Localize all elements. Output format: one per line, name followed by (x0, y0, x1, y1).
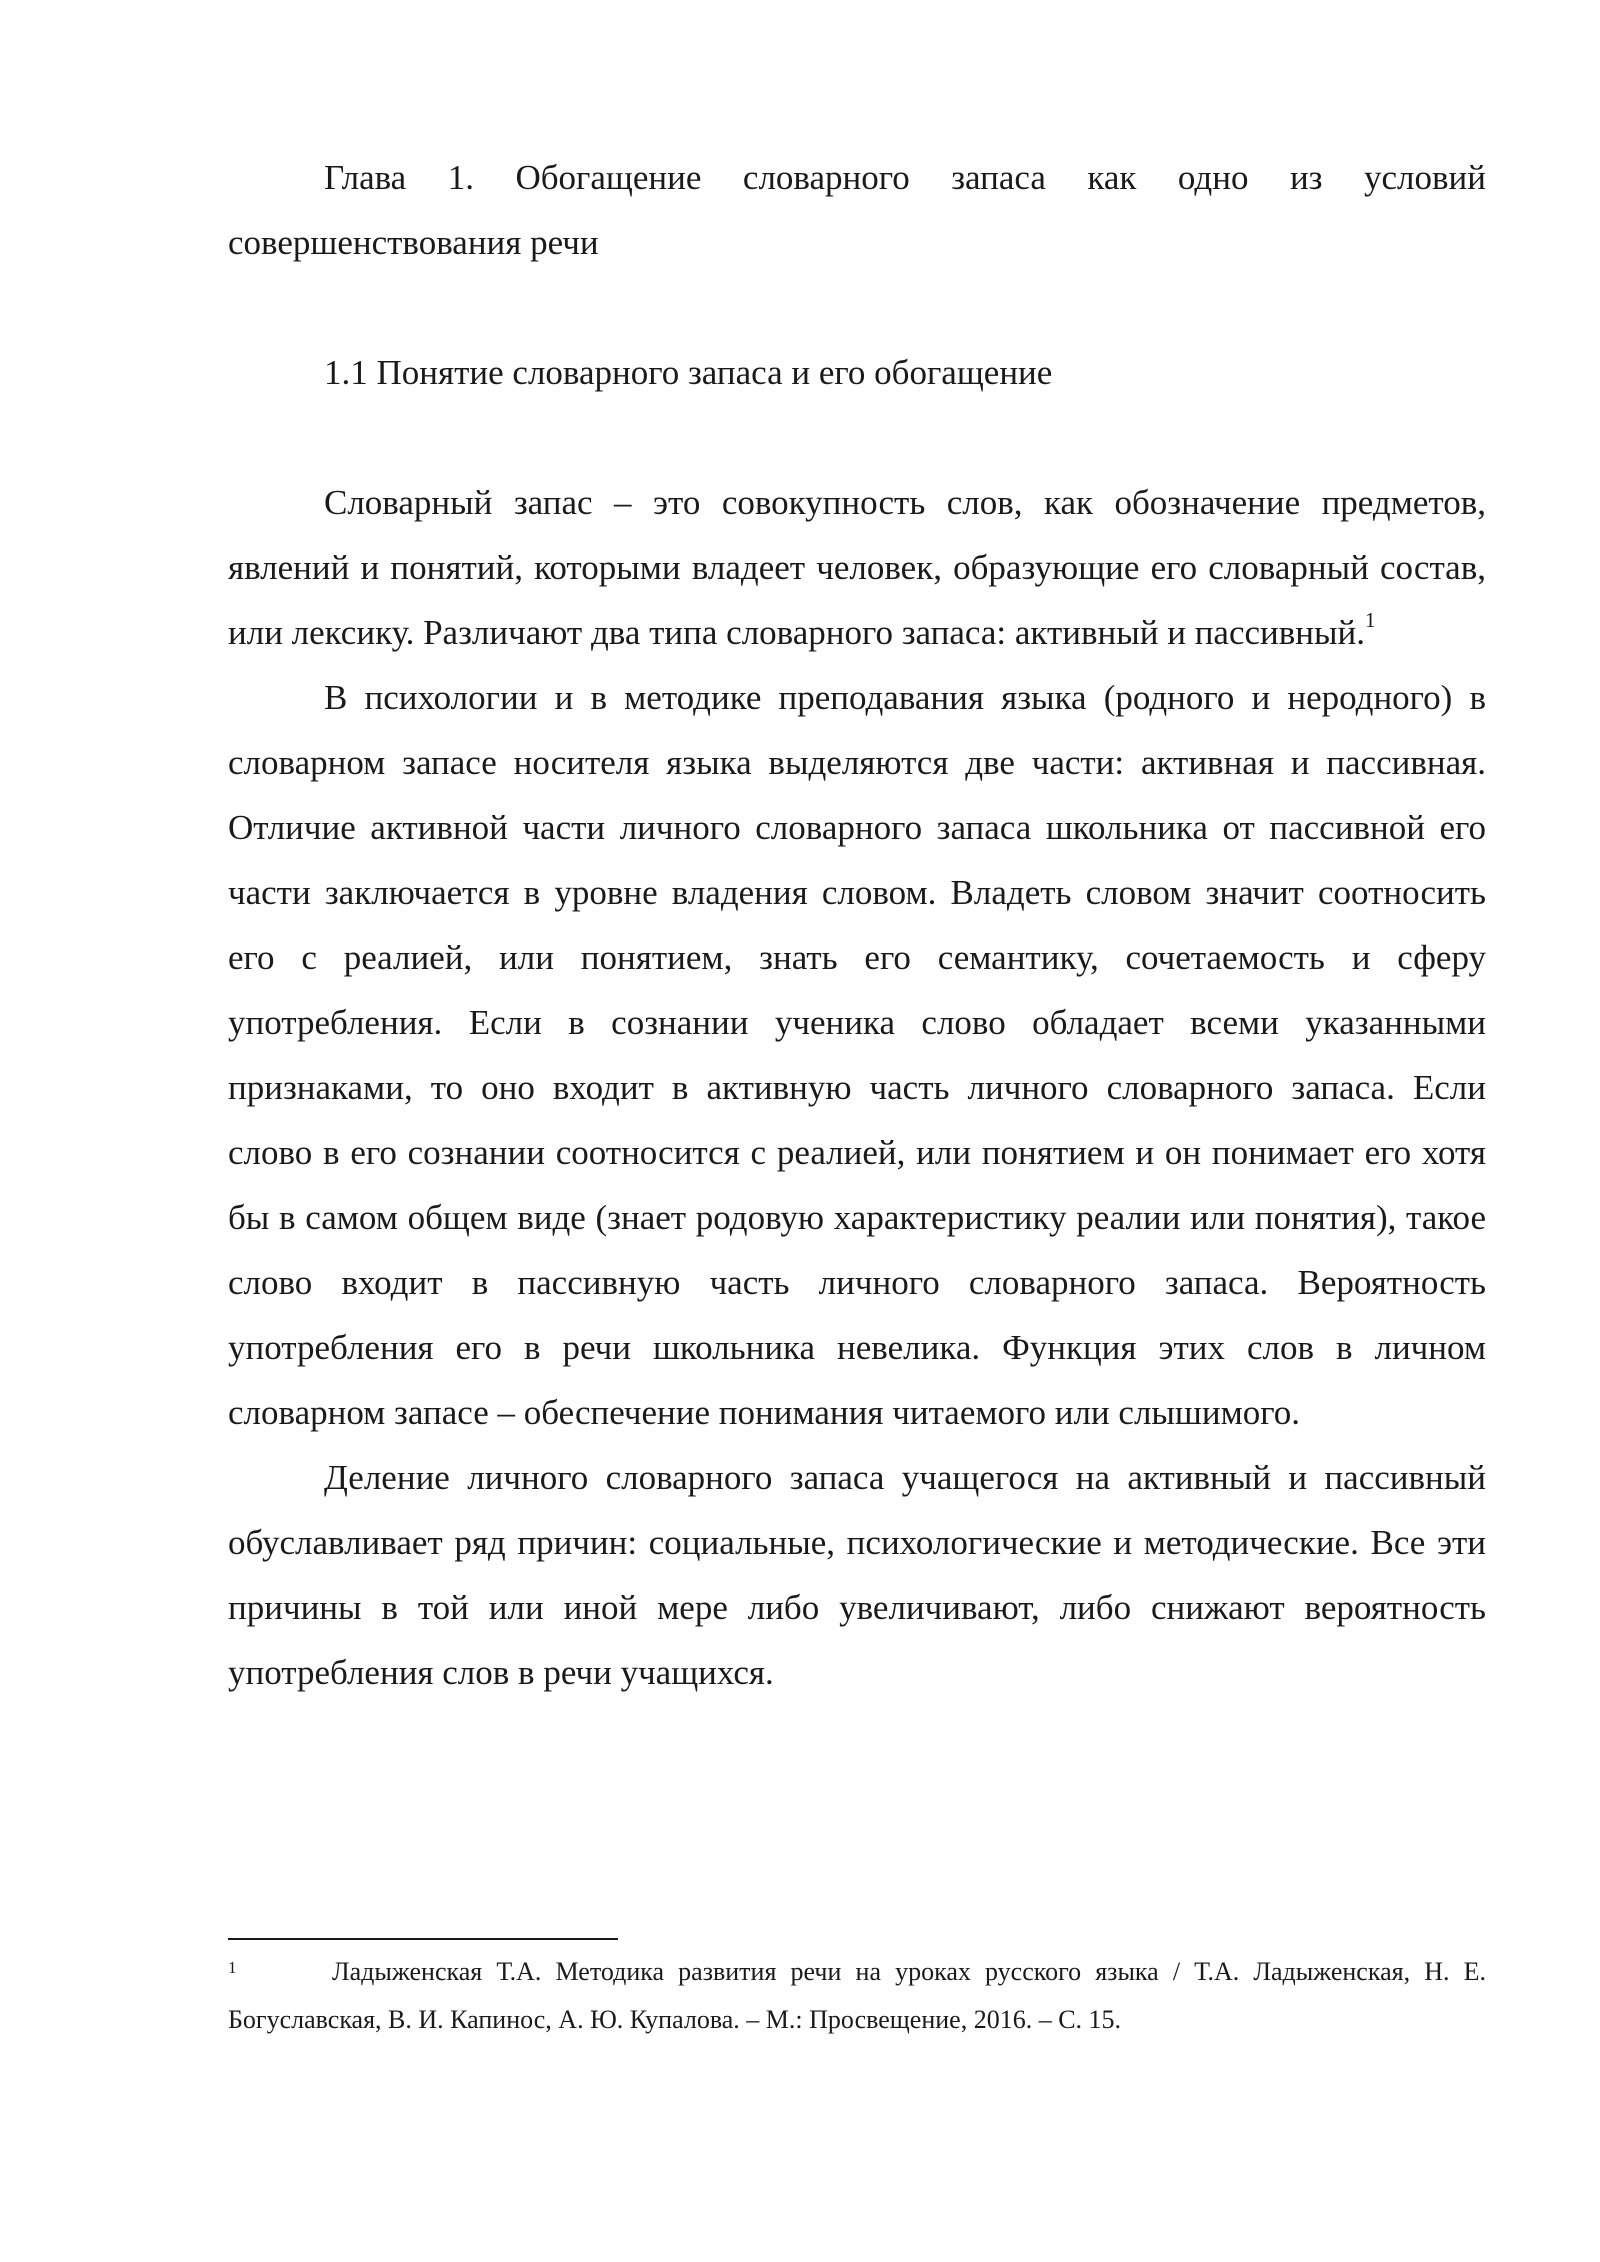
paragraph-1-text: Словарный запас – это совокупность слов, как обозначение предметов, явлений и понятий, которыми владеет человек, образующие его словарный состав, или лексику. Различают два типа словарного запаса: активный и пассивный. (228, 483, 1486, 652)
body-text (228, 470, 1486, 1705)
paragraph-1 (228, 470, 1486, 665)
paragraph-3: Деление личного словарного запаса учащегося на активный и пассивный обуславливает ряд причин: социальные, психологические и методические. Все эти причины в той или иной мере либо увеличивают, либо снижают вероятность употребления слов в речи учащихся. (228, 1458, 1486, 1692)
paragraph-2: В психологии и в методике преподавания языка (родного и неродного) в словарном запасе носителя языка выделяются две части: активная и пассивная. Отличие активной части личного словарного запаса школьника от пассивной его части заключается в уровне владения словом. Владеть словом значит соотносить его с реалией, или понятием, знать его семантику, сочетаемость и сферу употребления. Если в сознании ученика слово обладает всеми указанными признаками, то оно входит в активную часть личного словарного запаса. Если слово в его сознании соотносится с реалией, или понятием и он понимает его хотя бы в самом общем виде (знает родовую характеристику реалии или понятия), такое слово входит в пассивную часть личного словарного запаса. Вероятность употребления его в речи школьника невелика. Функция этих слов в личном словарном запасе – обеспечение понимания читаемого или слышимого. (228, 678, 1486, 1432)
footnote-text: Ладыженская Т.А. Методика развития речи на уроках русского языка / Т.А. Ладыженская, Н. Е. Богуславская, В. И. Капинос, А. Ю. Купалова. – М.: Просвещение, 2016. – С. 15. (228, 1957, 1486, 2034)
footnote (228, 1948, 1486, 2044)
section-title: 1.1 Понятие словарного запаса и его обогащение (324, 353, 1053, 392)
chapter-title: Глава 1. Обогащение словарного запаса как одно из условий совершенствования речи (228, 158, 1486, 262)
footnote-number: 1 (228, 1958, 237, 1977)
footnote-reference[interactable]: 1 (1365, 608, 1376, 633)
footnote-separator (228, 1938, 618, 1940)
